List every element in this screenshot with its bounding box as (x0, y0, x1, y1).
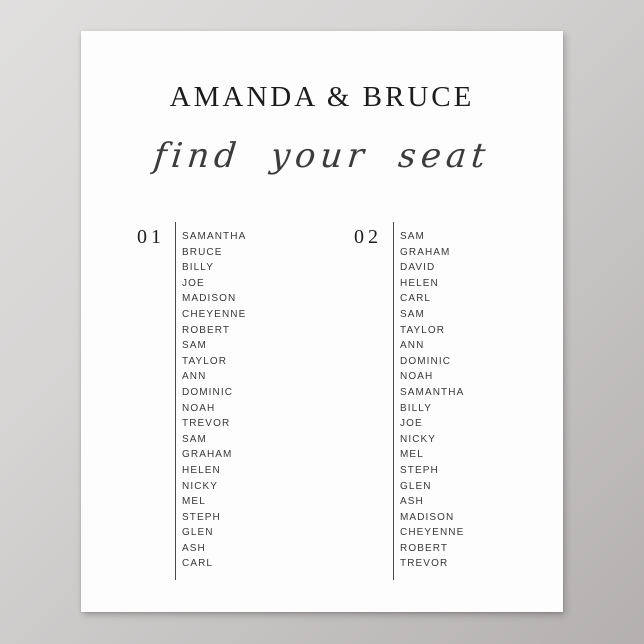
guest-name: STEPH (182, 511, 221, 523)
guest-name: GRAHAM (400, 246, 451, 258)
guest-name: DAVID (400, 262, 436, 274)
table-02-divider (393, 222, 394, 580)
guest-name: ASH (182, 542, 206, 554)
guest-name: CHEYENNE (182, 308, 247, 320)
guest-name: HELEN (400, 277, 439, 289)
guest-name: HELEN (182, 464, 221, 476)
guest-name: GLEN (182, 527, 214, 539)
guest-name: SAMANTHA (182, 231, 247, 242)
guest-name: ASH (400, 496, 424, 508)
guest-name: MADISON (182, 293, 237, 305)
guest-name: MEL (182, 496, 206, 508)
guest-name: SAMANTHA (400, 386, 465, 398)
guest-name: NICKY (400, 433, 437, 445)
guest-name: TAYLOR (182, 355, 228, 367)
guest-name: TAYLOR (400, 324, 446, 336)
poster-title: AMANDA & BRUCE (169, 81, 475, 113)
guest-name: SAM (400, 308, 425, 320)
guest-name: DOMINIC (400, 355, 452, 367)
guest-name: JOE (182, 277, 205, 289)
guest-name: SAM (182, 433, 207, 445)
table-01-guest-list (182, 229, 246, 572)
guest-name: NICKY (182, 480, 219, 492)
guest-name: BILLY (400, 402, 432, 414)
guest-name: CARL (400, 293, 432, 305)
guest-name: MADISON (400, 511, 455, 523)
guest-name: DOMINIC (182, 386, 234, 398)
guest-name: MEL (400, 449, 424, 461)
seating-chart-poster (81, 31, 563, 612)
guest-name: TREVOR (400, 558, 449, 570)
table-01-number: 01 (137, 226, 165, 248)
guest-name: NOAH (400, 371, 434, 383)
guest-name: ROBERT (400, 542, 449, 554)
guest-name: STEPH (400, 464, 439, 476)
guest-name: CARL (182, 558, 214, 570)
guest-name: NOAH (182, 402, 216, 414)
guest-name: GLEN (400, 480, 432, 492)
poster-subtitle: find your seat (151, 136, 493, 176)
guest-name: BRUCE (182, 246, 223, 258)
table-02-guest-list (400, 229, 464, 572)
guest-name: TREVOR (182, 418, 231, 430)
guest-name: ANN (400, 340, 425, 352)
guest-name: BILLY (182, 262, 214, 274)
guest-name: GRAHAM (182, 449, 233, 461)
guest-name: ROBERT (182, 324, 231, 336)
guest-name: SAM (400, 231, 425, 242)
table-02-number: 02 (354, 226, 382, 248)
guest-name: CHEYENNE (400, 527, 465, 539)
guest-name: JOE (400, 418, 423, 430)
guest-name: SAM (182, 340, 207, 352)
guest-name: ANN (182, 371, 207, 383)
table-01-divider (175, 222, 176, 580)
